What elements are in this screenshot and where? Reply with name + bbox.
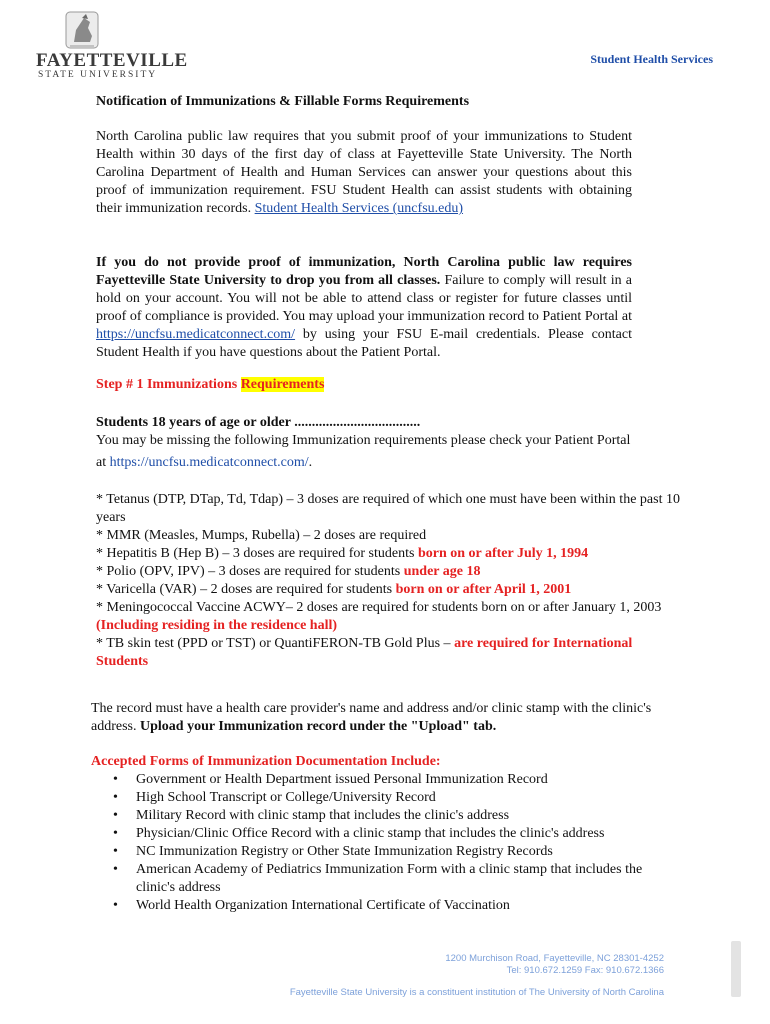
list-item-text: Physician/Clinic Office Record with a clinic stamp that includes the clinic's address <box>136 826 605 841</box>
bullet-icon: • <box>113 862 118 877</box>
scrollbar[interactable] <box>731 941 741 997</box>
accepted-heading: Accepted Forms of Immunization Documentation Include: <box>91 754 441 769</box>
list-item-text: High School Transcript or College/University Record <box>136 790 436 805</box>
footer-phone: Tel: 910.672.1259 Fax: 910.672.1366 <box>506 965 664 976</box>
accepted-list <box>96 771 676 915</box>
footer-note: Fayetteville State University is a constituent institution of The University of North Carolina <box>289 987 664 998</box>
warning-text-end: by using your FSU E-mail credentials. Please contact Student Health if you have questions about the Patient Portal. <box>96 327 632 360</box>
footer-address: 1200 Murchison Road, Fayetteville, NC 28301-4252 <box>445 953 664 964</box>
student-health-link[interactable]: Student Health Services (uncfsu.edu) <box>254 201 464 216</box>
students-line: You may be missing the following Immunization requirements please check your Patient Portal <box>96 433 631 448</box>
req-hepb-text: * Hepatitis B (Hep B) – 3 doses are required for students <box>96 546 415 561</box>
step-highlight: Requirements <box>240 377 325 392</box>
req-polio-text: * Polio (OPV, IPV) – 3 doses are required for students <box>96 564 401 579</box>
req-polio-red: under age 18 <box>403 564 481 579</box>
req-tb-red: are required for International Students <box>96 636 633 669</box>
req-mmr: * MMR (Measles, Mumps, Rubella) – 2 doses are required <box>96 528 427 543</box>
intro-text: North Carolina public law requires that you submit proof of your immunizations to Student Health within 30 days of the first day of class at Fayetteville State University. The North Carolina Department of Health and Human Services can answer your questions about this proof of immunization requirement. FSU Student Health can assist students with obtaining their immunization records. <box>96 129 632 216</box>
list-item <box>96 789 676 807</box>
list-item <box>96 897 676 915</box>
req-hepb-red: born on or after July 1, 1994 <box>417 546 589 561</box>
warning-text: Failure to comply will result in a hold on your account. You will not be able to attend class or register for future classes until proof of compliance is provided. You may upload your immunization record to Patient Portal at <box>96 273 633 324</box>
bullet-icon: • <box>113 772 118 787</box>
step-label: Step # 1 Immunizations <box>96 377 238 392</box>
req-varicella-text: * Varicella (VAR) – 2 doses are required for students <box>96 582 393 597</box>
department-header: Student Health Services <box>590 52 713 66</box>
req-hepb <box>96 545 681 563</box>
req-tb-text: * TB skin test (PPD or TST) or QuantiFERON-TB Gold Plus – <box>96 636 451 651</box>
accepted-list-container <box>96 771 676 915</box>
bullet-icon: • <box>113 790 118 805</box>
logo-subtitle: STATE UNIVERSITY <box>38 70 158 80</box>
req-tetanus: * Tetanus (DTP, DTap, Td, Tdap) – 3 doses are required of which one must have been within the past 10 years <box>96 492 680 525</box>
list-item <box>96 771 676 789</box>
page-title: Notification of Immunizations & Fillable Forms Requirements <box>96 94 470 109</box>
list-item <box>96 861 676 897</box>
requirements-list <box>96 491 681 671</box>
list-item-text: Government or Health Department issued Personal Immunization Record <box>136 772 548 787</box>
req-meningococcal <box>96 599 681 635</box>
students-heading: Students 18 years of age or older .................................... <box>96 415 421 430</box>
bullet-icon: • <box>113 826 118 841</box>
list-item <box>96 825 676 843</box>
list-item-text: Military Record with clinic stamp that includes the clinic's address <box>136 808 510 823</box>
list-item <box>96 843 676 861</box>
students-at: at <box>96 455 107 470</box>
list-item-text: American Academy of Pediatrics Immunization Form with a clinic stamp that includes the clinic's address <box>136 862 643 895</box>
req-polio <box>96 563 681 581</box>
warning-bold: If you do not provide proof of immunization, North Carolina public law requires Fayetteville State University to drop you from all classes. <box>96 255 632 288</box>
req-varicella <box>96 581 681 599</box>
students-portal <box>96 454 312 472</box>
students-portal-link[interactable]: https://uncfsu.medicatconnect.com/ <box>109 455 309 470</box>
record-paragraph <box>91 700 666 736</box>
bullet-icon: • <box>113 844 118 859</box>
bullet-icon: • <box>113 898 118 913</box>
intro-paragraph <box>96 128 632 218</box>
students-period: . <box>308 455 313 470</box>
list-item-text: World Health Organization International Certificate of Vaccination <box>136 898 510 913</box>
bullet-icon: • <box>113 808 118 823</box>
record-upload-note: Upload your Immunization record under the "Upload" tab. <box>140 719 497 734</box>
record-text: The record must have a health care provider's name and address and/or clinic stamp with the clinic's address. <box>91 701 652 734</box>
list-item-text: NC Immunization Registry or Other State Immunization Registry Records <box>136 844 553 859</box>
req-tb <box>96 635 681 671</box>
patient-portal-link[interactable]: https://uncfsu.medicatconnect.com/ <box>96 327 296 342</box>
req-varicella-red: born on or after April 1, 2001 <box>395 582 572 597</box>
list-item <box>96 807 676 825</box>
req-mening-text: * Meningococcal Vaccine ACWY– 2 doses are required for students born on or after January 1, 2003 <box>96 600 662 615</box>
bronco-emblem-icon <box>36 10 136 54</box>
logo-name: FAYETTEVILLE <box>36 50 188 71</box>
warning-paragraph <box>96 254 632 362</box>
step-heading <box>96 377 324 393</box>
req-mening-red: (Including residing in the residence hall) <box>96 618 338 633</box>
